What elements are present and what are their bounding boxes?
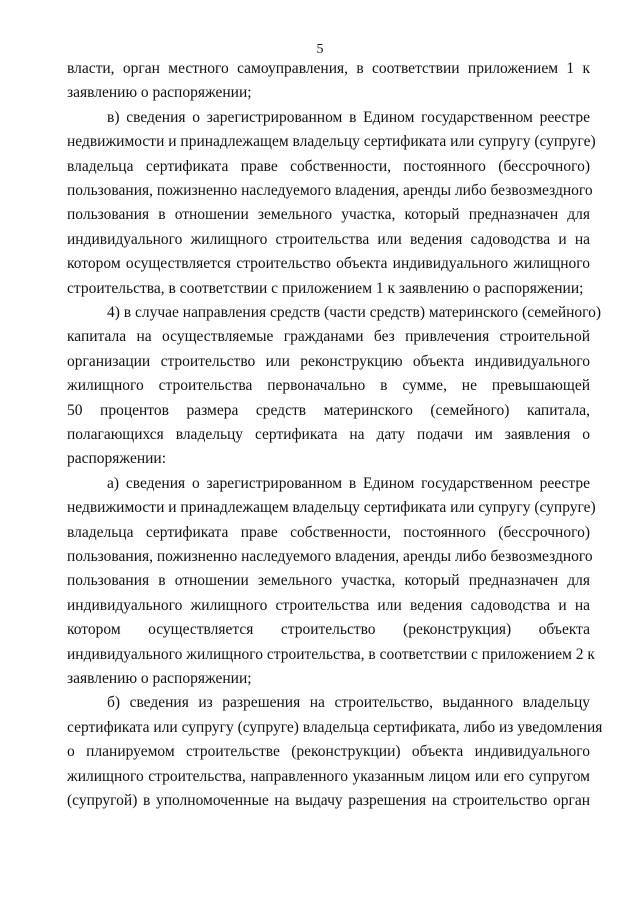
text-line: строительства, в соответствии с приложением 1 к заявлению о распоряжении; <box>67 280 584 297</box>
text-line: недвижимости и принадлежащем владельцу сертификата или супругу (супруге) <box>67 133 596 150</box>
text-line: полагающихся владельцу сертификата на дату подачи им заявления о <box>67 426 590 443</box>
text-line: 50 процентов размера средств материнского (семейного) капитала, <box>67 402 590 419</box>
text-line: капитала на осуществляемые гражданами без привлечения строительной <box>67 328 590 345</box>
text-line: власти, орган местного самоуправления, в соответствии приложением 1 к <box>67 60 590 77</box>
text-line: а) сведения о зарегистрированном в Едином государственном реестре <box>107 475 590 492</box>
text-line: пользования, пожизненно наследуемого владения, аренды либо безвозмездного <box>67 548 593 565</box>
text-line: о планируемом строительстве (реконструкции) объекта индивидуального <box>67 743 590 760</box>
text-line: индивидуального жилищного строительства или ведения садоводства и на <box>67 231 590 248</box>
text-line: индивидуального жилищного строительства, в соответствии с приложением 2 к <box>67 646 595 663</box>
text-line: индивидуального жилищного строительства или ведения садоводства и на <box>67 597 590 614</box>
text-line: (супругой) в уполномоченные на выдачу разрешения на строительство орган <box>67 792 590 809</box>
text-line: пользования в отношении земельного участка, который предназначен для <box>67 572 590 589</box>
text-line: б) сведения из разрешения на строительство, выданного владельцу <box>107 694 590 711</box>
text-line: владельца сертификата праве собственности, постоянного (бессрочного) <box>67 524 590 541</box>
text-line: пользования в отношении земельного участка, который предназначен для <box>67 206 590 223</box>
text-line: 4) в случае направления средств (части средств) материнского (семейного) <box>107 304 602 321</box>
text-line: в) сведения о зарегистрированном в Едином государственном реестре <box>107 109 590 126</box>
text-line: заявлению о распоряжении; <box>67 670 252 687</box>
text-line: сертификата или супругу (супруге) владельца сертификата, либо из уведомления <box>67 719 603 736</box>
text-line: заявлению о распоряжении; <box>67 84 252 101</box>
page-number: 5 <box>316 42 324 57</box>
text-line: пользования, пожизненно наследуемого владения, аренды либо безвозмездного <box>67 182 593 199</box>
text-line: распоряжении: <box>67 450 167 467</box>
text-line: организации строительство или реконструкцию объекта индивидуального <box>67 353 590 370</box>
text-line: недвижимости и принадлежащем владельцу сертификата или супругу (супруге) <box>67 499 596 516</box>
text-line: котором осуществляется строительство объекта индивидуального жилищного <box>67 255 590 272</box>
text-line: владельца сертификата праве собственности, постоянного (бессрочного) <box>67 158 590 175</box>
text-line: жилищного строительства первоначально в сумме, не превышающей <box>67 377 590 394</box>
text-line: жилищного строительства, направленного указанным лицом или его супругом <box>67 768 590 785</box>
text-line: котором осуществляется строительство (реконструкция) объекта <box>67 621 590 638</box>
